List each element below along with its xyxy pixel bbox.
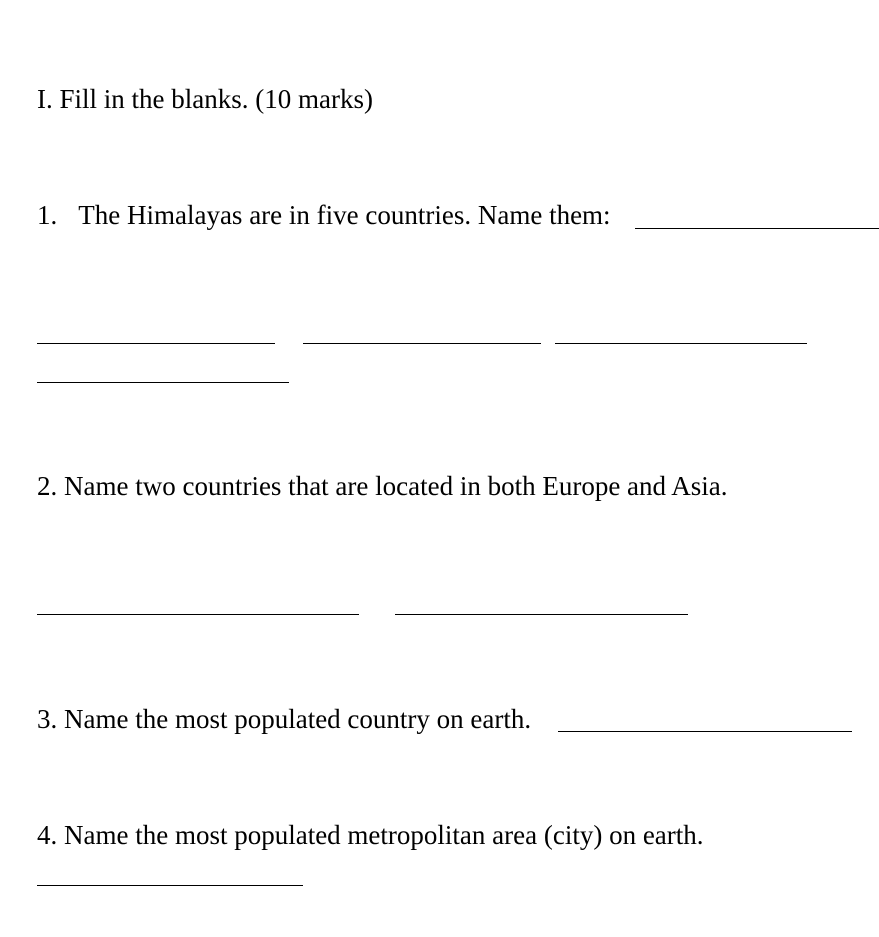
question-3-text: 3. Name the most populated country on earth. xyxy=(37,704,532,734)
answer-4-blank[interactable] xyxy=(37,885,303,886)
answer-2b-blank[interactable] xyxy=(395,614,688,615)
section-title: I. Fill in the blanks. (10 marks) xyxy=(37,84,373,114)
question-1 xyxy=(37,202,611,229)
answer-2a-blank[interactable] xyxy=(37,614,359,615)
answer-1c-blank[interactable] xyxy=(303,343,541,344)
answer-3-blank[interactable] xyxy=(558,731,852,732)
question-1-text: The Himalayas are in five countries. Name them: xyxy=(78,200,611,230)
answer-1b-blank[interactable] xyxy=(37,343,275,344)
answer-1d-blank[interactable] xyxy=(555,343,807,344)
question-4-text: 4. Name the most populated metropolitan area (city) on earth. xyxy=(37,820,704,850)
answer-1a-blank[interactable] xyxy=(635,228,879,229)
question-1-number: 1. xyxy=(37,200,58,230)
question-2-text: 2. Name two countries that are located in both Europe and Asia. xyxy=(37,471,728,501)
answer-1e-blank[interactable] xyxy=(37,382,289,383)
